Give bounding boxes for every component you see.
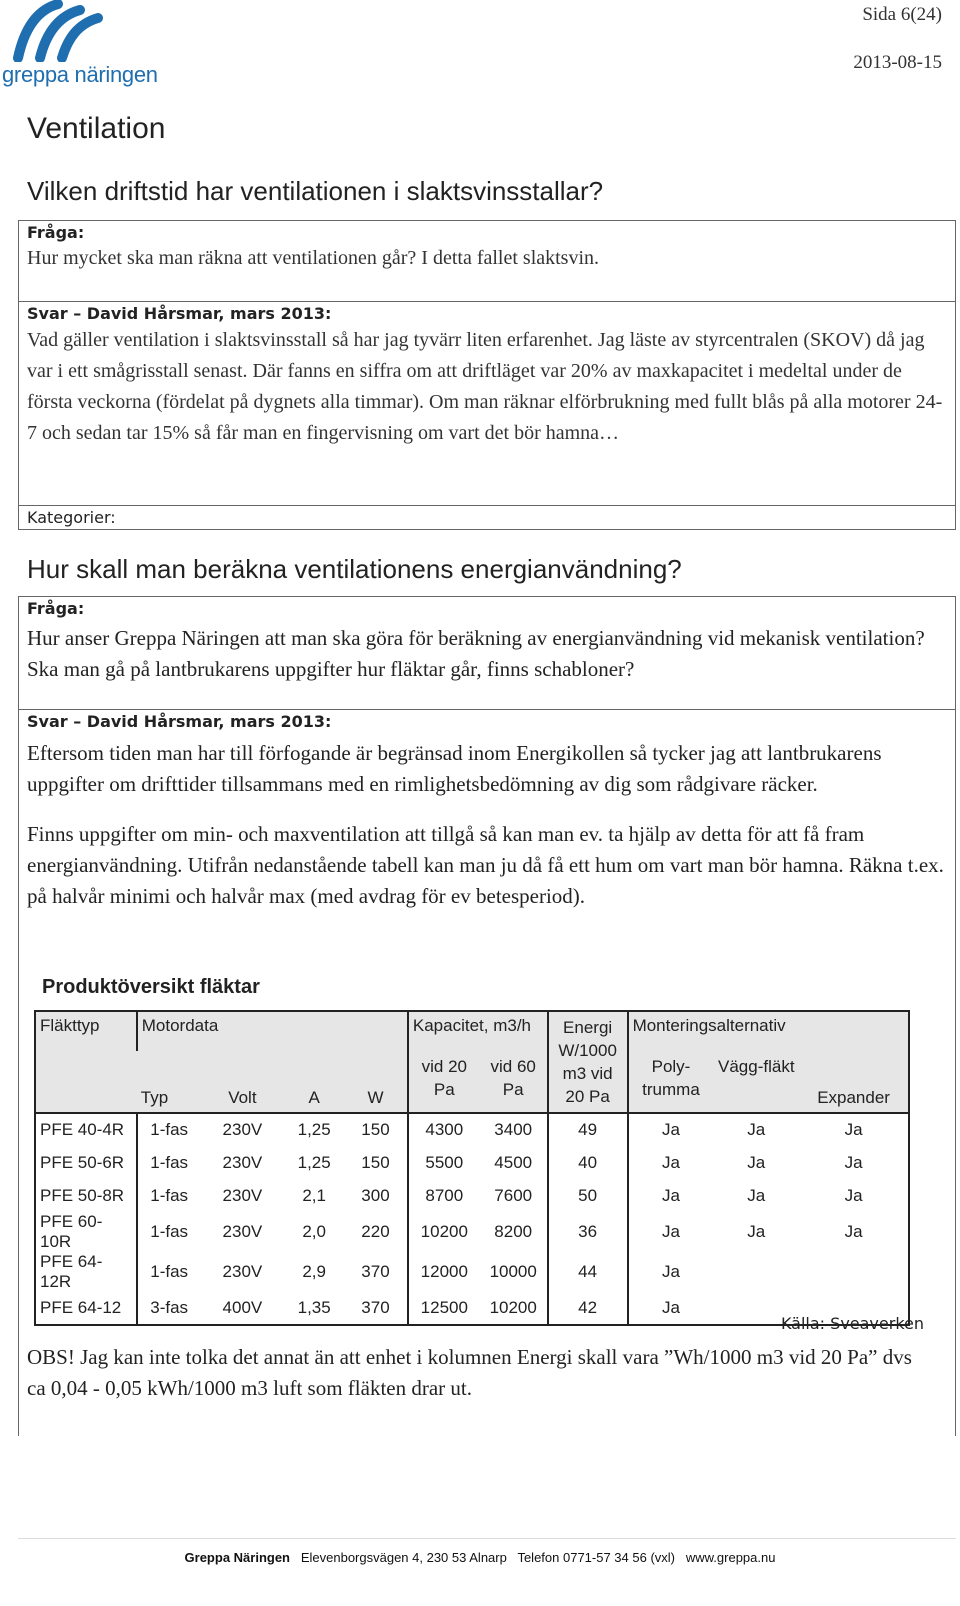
- qa2-question-text: Hur anser Greppa Näringen att man ska göra för beräkning av energianvändning vid mekanisk ventilation? Ska man gå på lantbrukarens uppgifter hur fläktar går, finns schabloner?: [27, 626, 925, 681]
- cell-a: 1,25: [297, 1120, 331, 1139]
- cell-cap60: 7600: [494, 1185, 533, 1205]
- obs-note: OBS! Jag kan inte tolka det annat än att enhet i kolumnen Energi skall vara ”Wh/1000 m3 vid 20 Pa” dvs ca 0,04 - 0,05 kWh/1000 m3 luft som fläkten drar ut.: [27, 1345, 912, 1400]
- cell-energi: 50: [548, 1179, 628, 1212]
- col-header-typ: Typ: [137, 1051, 201, 1113]
- cell-cap60: 10200: [480, 1292, 548, 1325]
- logo-mark-icon: [0, 0, 175, 62]
- qa1-categories-section: [19, 505, 955, 529]
- cell-cap20: 5500: [408, 1146, 480, 1179]
- cell-poly: Ja: [628, 1212, 714, 1252]
- document-date: 2013-08-15: [853, 52, 942, 73]
- cell-cap60: 8200: [494, 1222, 533, 1241]
- cell-cap60: 4500: [494, 1152, 533, 1172]
- col-header-vagg: Vägg-fläkt: [713, 1051, 799, 1113]
- col-header-kapacitet: Kapacitet, m3/h: [408, 1011, 548, 1051]
- qa1-question-text: Hur mycket ska man räkna att ventilationen går? I detta fallet slaktsvin.: [27, 247, 600, 269]
- cell-w: 150: [361, 1152, 390, 1172]
- cell-cap20: 10200: [408, 1212, 480, 1252]
- qa2-answer-p1: Eftersom tiden man har till förfogande är begränsad inom Energikollen så tycker jag att lantbrukarens uppgifter om drifttider tillsammans med en rimlighetsbedömning av dig som rådgivare räcker.: [27, 741, 882, 796]
- cell-expander: Ja: [799, 1113, 909, 1146]
- qa2-question-section: [19, 597, 955, 709]
- cell-typ: 1-fas: [137, 1113, 201, 1146]
- cell-cap20: 12000: [408, 1252, 480, 1292]
- cell-vagg: [713, 1252, 799, 1292]
- qa1-box: [18, 220, 956, 530]
- table-row: [35, 1292, 909, 1325]
- cell-typ: 1-fas: [137, 1252, 201, 1292]
- cell-model: PFE 64-12: [35, 1292, 137, 1325]
- qa1-question-section: [19, 221, 955, 301]
- cell-poly: Ja: [628, 1179, 714, 1212]
- cell-model: PFE 50-6R: [35, 1146, 137, 1179]
- source-note: Källa: Sveaverken: [780, 1314, 924, 1333]
- footer-divider: [18, 1538, 956, 1539]
- qa1-categories-label: Kategorier:: [27, 508, 116, 527]
- fan-table: [34, 1010, 910, 1326]
- cell-a: 2,9: [302, 1262, 326, 1281]
- greppa-logo: [0, 0, 175, 92]
- col-header-motordata: Motordata: [137, 1011, 408, 1051]
- cell-w: 370: [344, 1292, 408, 1325]
- cell-w: 220: [361, 1222, 390, 1241]
- cell-w: 370: [361, 1262, 390, 1281]
- cell-w: 300: [361, 1185, 390, 1205]
- cell-poly: Ja: [628, 1146, 714, 1179]
- qa1-answer-text: Vad gäller ventilation i slaktsvinsstall så har jag tyvärr liten erfarenhet. Jag läste av styrcentralen (SKOV) då jag var i ett smågrisstall senast. Där fanns en siffra om att driftläget var 20% av maxkapacitet i medeltal under de första veckorna (fördelat på dygnets alla timmar). Om man räknar elförbrukning med fullt blås på alla motorer 24-7 och sedan tar 15% så får man en fingervisning om vart det bör hamna…: [27, 329, 943, 444]
- cell-energi: 49: [548, 1113, 628, 1146]
- cell-volt: 230V: [222, 1120, 263, 1139]
- qa2-question-label: Fråga:: [27, 599, 85, 618]
- col-header-a: A: [284, 1051, 344, 1113]
- cell-expander: [799, 1252, 909, 1292]
- footer-org: Greppa Näringen: [184, 1550, 290, 1565]
- cell-expander: Ja: [799, 1212, 909, 1252]
- qa2-answer-label: Svar – David Hårsmar, mars 2013:: [27, 712, 332, 731]
- cell-vagg: Ja: [747, 1152, 766, 1172]
- col-header-flakttyp: Fläkttyp: [35, 1011, 137, 1051]
- cell-cap20: 4300: [408, 1113, 480, 1146]
- fan-overview-table: [28, 972, 908, 1326]
- col-header-montering: Monteringsalternativ: [628, 1011, 909, 1051]
- cell-a: 2,0: [302, 1222, 326, 1241]
- cell-typ: 3-fas: [137, 1292, 201, 1325]
- col-header-vid60: vid 60 Pa: [480, 1051, 548, 1113]
- cell-volt: 230V: [222, 1152, 263, 1172]
- footer-address: Elevenborgsvägen 4, 230 53 Alnarp: [300, 1550, 507, 1565]
- col-header-energi: Energi W/1000 m3 vid 20 Pa: [548, 1011, 628, 1113]
- table-row: [35, 1146, 909, 1179]
- cell-volt: 230V: [222, 1222, 263, 1241]
- cell-a: 1,35: [284, 1292, 344, 1325]
- cell-typ: 1-fas: [137, 1212, 201, 1252]
- cell-energi: 40: [548, 1146, 628, 1179]
- logo-text: greppa näringen: [2, 62, 158, 87]
- cell-poly: Ja: [628, 1113, 714, 1146]
- cell-energi: 36: [548, 1212, 628, 1252]
- cell-poly: Ja: [628, 1292, 714, 1325]
- col-header-expander: Expander: [799, 1051, 909, 1113]
- cell-vagg: Ja: [747, 1185, 766, 1205]
- col-header-vid20: vid 20 Pa: [408, 1051, 480, 1113]
- cell-w: 150: [361, 1120, 390, 1139]
- cell-vagg: Ja: [747, 1120, 766, 1139]
- qa2-heading: Hur skall man beräkna ventilationens energianvändning?: [27, 554, 682, 584]
- cell-model: PFE 64-12R: [35, 1252, 137, 1292]
- cell-volt: 230V: [222, 1262, 263, 1281]
- cell-cap20: 8700: [408, 1179, 480, 1212]
- footer-phone: Telefon 0771-57 34 56 (vxl): [517, 1550, 675, 1565]
- table-row: [35, 1113, 909, 1146]
- cell-cap20: 12500: [408, 1292, 480, 1325]
- cell-poly: Ja: [628, 1252, 714, 1292]
- cell-expander: Ja: [799, 1179, 909, 1212]
- cell-energi: 44: [548, 1252, 628, 1292]
- cell-model: PFE 40-4R: [35, 1113, 137, 1146]
- footer-web[interactable]: www.greppa.nu: [685, 1550, 776, 1565]
- cell-model: PFE 50-8R: [35, 1179, 137, 1212]
- cell-typ: 1-fas: [137, 1146, 201, 1179]
- table-row: [35, 1179, 909, 1212]
- table-row: [35, 1212, 909, 1252]
- col-header-w: W: [344, 1051, 408, 1113]
- cell-a: 2,1: [302, 1185, 326, 1205]
- cell-volt: 230V: [222, 1185, 263, 1205]
- qa1-answer-section: [19, 301, 955, 505]
- qa1-answer-label: Svar – David Hårsmar, mars 2013:: [27, 304, 332, 323]
- page-title: Ventilation: [27, 112, 166, 145]
- cell-vagg: Ja: [747, 1222, 766, 1241]
- box-left-rule: [18, 1408, 19, 1436]
- header-spacer: [35, 1051, 137, 1113]
- cell-model: PFE 60-10R: [35, 1212, 137, 1252]
- cell-volt: 400V: [201, 1292, 285, 1325]
- col-header-volt: Volt: [201, 1051, 285, 1113]
- fan-table-title: Produktöversikt fläktar: [42, 976, 260, 998]
- cell-expander: Ja: [799, 1146, 909, 1179]
- qa2-answer-p2: Finns uppgifter om min- och maxventilation att tillgå så kan man ev. ta hjälp av detta för att få fram energianvändning. Utifrån nedanstående tabell kan man ju då få ett hum om vart man bör hamna. Räkna t.ex. på halvår minimi och halvår max (med avdrag för ev betesperiod).: [27, 822, 944, 908]
- cell-a: 1,25: [297, 1152, 331, 1172]
- box-right-rule: [955, 1408, 956, 1436]
- col-header-poly: Poly-trumma: [628, 1051, 714, 1113]
- cell-cap60: 3400: [494, 1120, 533, 1139]
- qa1-question-label: Fråga:: [27, 223, 85, 242]
- cell-energi: 42: [548, 1292, 628, 1325]
- qa1-heading: Vilken driftstid har ventilationen i slaktsvinsstallar?: [27, 176, 604, 206]
- page-footer: [0, 1550, 960, 1565]
- page-number: Sida 6(24): [862, 4, 942, 25]
- table-row: [35, 1252, 909, 1292]
- cell-typ: 1-fas: [137, 1179, 201, 1212]
- cell-cap60: 10000: [489, 1262, 537, 1281]
